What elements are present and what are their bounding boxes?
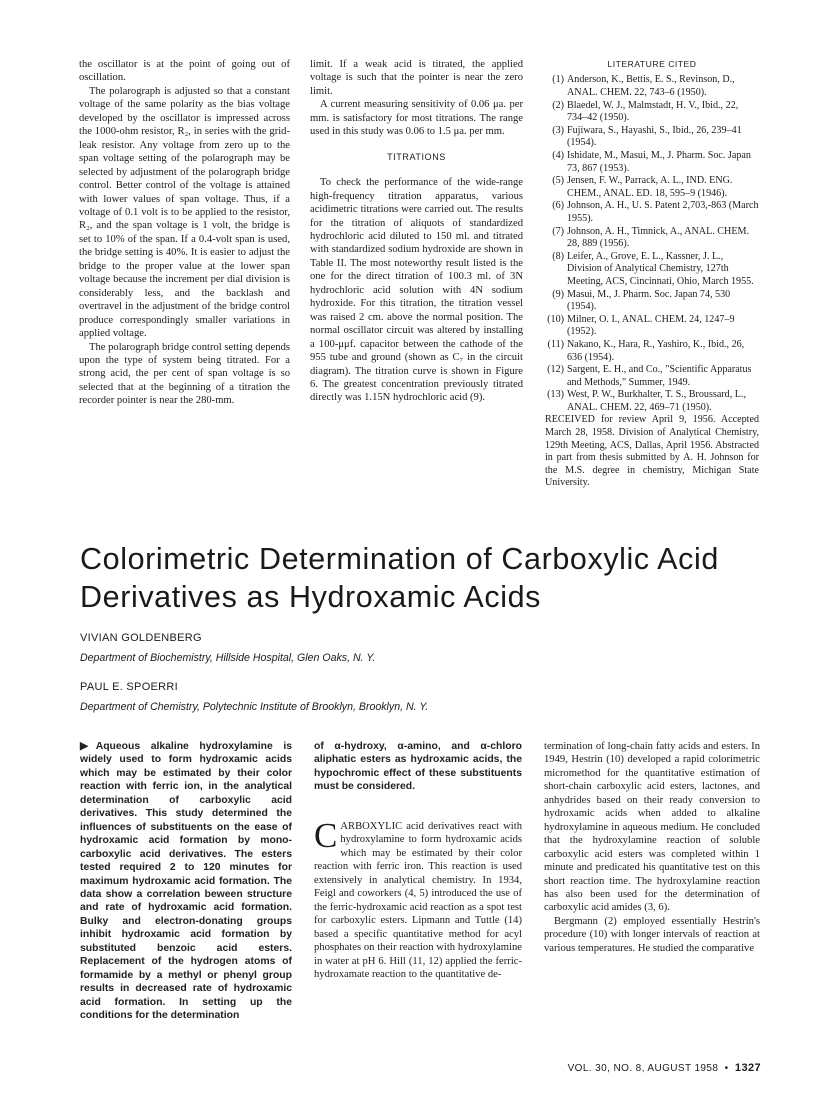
body-column-2 [314,816,522,981]
reference-number: (4) [552,150,564,162]
reference-number: (13) [547,389,564,401]
author-2: PAUL E. SPOERRI [80,681,179,693]
affiliation-1: Department of Biochemistry, Hillside Hospital, Glen Oaks, N. Y. [80,652,376,664]
article-title [80,540,780,616]
reference-text: Jensen, F. W., Parrack, A. L., IND. ENG. CHEM., ANAL. ED. 18, 595–9 (1946). [567,175,733,199]
drop-cap: C [314,816,338,855]
received-note: RECEIVED for review April 9, 1956. Accepted March 28, 1958. Division of Analytical Chemistry, 129th Meeting, ACS, Dallas, April 1956. Abstracted in part from thesis submitted by A. H. Johnson for the M.S. degree in chemistry, Michigan State University. [545,414,759,489]
lead-word: ARBOXYLIC [340,821,403,832]
reference-item [545,389,759,414]
top-column-1 [79,58,290,408]
paragraph: termination of long-chain fatty acids and esters. In 1949, Hestrin (10) developed a rapid colorimetric micromethod for the quantitative estimation of short-chain carboxylic acid esters, lactones, and anhydrides based on their ready conversion to hydroxamic acids when added to alkaline hydroxylamine in aqueous medium. He concluded that the hydroxylamine reaction of soluble carboxylic acid esters was completed within 1 minute and predicated his quantitative test on this short reaction time. The hydroxylamine reaction has also been used for the determination of carboxylic acid amides (3, 6). [544,741,760,914]
literature-heading: LITERATURE CITED [607,59,697,69]
reference-number: (12) [547,364,564,376]
paragraph: A current measuring sensitivity of 0.06 μa. per mm. is satisfactory for most titrations. The range used in this study was 0.06 to 1.5 μa. per mm. [310,99,523,138]
reference-text: Johnson, A. H., Timnick, A., ANAL. CHEM. 28, 889 (1956). [567,225,749,250]
reference-item [545,289,759,314]
paragraph: limit. If a weak acid is titrated, the applied voltage is such that the pointer is near the zero limit. [310,59,523,97]
reference-text: Milner, O. I., ANAL. CHEM. 24, 1247–9 (1952). [567,313,735,338]
reference-number: (6) [552,200,564,212]
author-1: VIVIAN GOLDENBERG [80,632,202,644]
reference-item [545,251,759,289]
literature-cited [545,58,759,490]
reference-number: (2) [552,99,564,111]
intro-paragraph [314,816,522,981]
reference-item [545,339,759,364]
paragraph: Bergmann (2) employed essentially Hestrin's procedure (10) with longer intervals of reaction at various temperatures. He studied the comparative [544,915,760,954]
paragraph: The polarograph is adjusted so that a constant voltage of the same polarity as the bias voltage developed by the oscillator is impressed across the 1000-ohm resistor, R₂, in series with the grid-leak resistor. Any voltage from zero up to the span voltage setting of the polarograph may be selected by adjustment of the polarograph bridge control. Better control of the voltage is attained with lower values of span voltage. Thus, if a voltage of 0.1 volt is to be applied to the resistor, R₂, and the span voltage is 1 volt, the bridge is set to 10% of the span. If a 0.4-volt span is used, the bridge setting is 40%. It is easier to adjust the bridge to the proper value at the lower span voltage because the increment per dial division is considerably less, and the backlash and overtravel in the adjustment of the bridge control produce correspondingly smaller variations in applied voltage. [79,85,290,340]
footer-bullet: • [724,1063,729,1074]
title-line-1: Colorimetric Determination of Carboxylic Acid [80,542,719,576]
reference-number: (3) [552,124,564,136]
top-column-2 [310,58,523,405]
section-heading-titrations: TITRATIONS [387,151,446,162]
reference-text: Nakano, K., Hara, R., Yashiro, K., Ibid., 26, 636 (1954). [567,338,745,363]
reference-item [545,100,759,125]
reference-text: Masui, M., J. Pharm. Soc. Japan 74, 530 (1954). [567,288,731,313]
abstract-marker-icon: ▶ [80,741,96,752]
abstract-text: of α-hydroxy, α-amino, and α-chloro aliphatic esters as hydroxamic acids, the hypochromic effect of these substituents must be considered. [314,741,522,793]
reference-item [545,175,759,200]
reference-item [545,314,759,339]
reference-number: (9) [552,288,564,300]
abstract-column-1 [80,740,292,1023]
body-column-3 [544,740,760,955]
reference-number: (5) [552,175,564,187]
reference-item [545,125,759,150]
reference-text: Anderson, K., Bettis, E. S., Revinson, D., ANAL. CHEM. 22, 743–6 (1950). [567,74,735,99]
reference-number: (10) [547,313,564,325]
reference-text: Sargent, E. H., and Co., "Scientific Apparatus and Methods," Summer, 1949. [567,364,752,388]
title-line-2: Derivatives as Hydroxamic Acids [80,580,541,614]
issue-info: VOL. 30, NO. 8, AUGUST 1958 [567,1063,719,1074]
paragraph: the oscillator is at the point of going out of oscillation. [79,59,290,84]
body-text: acid derivatives react with hydroxylamine to form hydroxamic acids which may be estimated by their color reaction with ferric iron. This reaction is used extensively in analytical chemistry. In 1934, Feigl and coworkers (4, 5) introduced the use of the ferric-hydroxamic acid reaction as a spot test for carboxylic esters. Lipmann and Tuttle (14) based a specific quantitative method for acyl phosphates on their reaction with hydroxylamine in water at pH 6. Hill (11, 12) applied the ferric-hydroxamate reaction to the quantitative de- [314,821,522,980]
paragraph: The polarograph bridge control setting depends upon the type of system being titrated. For a strong acid, the per cent of span voltage is so selected that at the beginning of a titration the recorder pointer is near the 280-mm. [79,341,290,407]
reference-item [545,200,759,225]
reference-text: Blaedel, W. J., Malmstadt, H. V., Ibid., 22, 734–42 (1950). [567,99,739,124]
abstract-text: Aqueous alkaline hydroxylamine is widely used to form hydroxamic acids which may be estimated by their color reaction with ferric ion, in the analytical determination of carboxylic acid derivatives. This study determined the influences of substituents on the ease of hydroxamic acid formation by mono-carboxylic acid derivatives. The esters tested required 2 to 120 minutes for maximum hydroxamic acid formation. The data show a correlation beween structure and rate of hydroxamic acid formation. Bulky and electron-donating groups inhibit hydroxamic acid formation by substituted benzoic acid esters. Replacement of the hydrogen atoms of formamide by a methyl or phenyl group results in decreased rate of hydroxamic acid formation. In setting up the conditions for the determination [80,741,292,1022]
reference-item [545,364,759,389]
reference-text: West, P. W., Burkhalter, T. S., Broussard, L., ANAL. CHEM. 22, 469–71 (1950). [567,389,746,413]
reference-text: Leifer, A., Grove, E. L., Kassner, J. L., Division of Analytical Chemistry, 127th Meeting, ACS, Cincinnati, Ohio, March 1955. [567,250,754,287]
reference-number: (8) [552,250,564,262]
abstract-column-2 [314,740,522,794]
page-footer [568,1062,761,1074]
reference-number: (1) [552,74,564,86]
reference-item [545,226,759,251]
reference-text: Fujiwara, S., Hayashi, S., Ibid., 26, 239–41 (1954). [567,124,742,149]
reference-item [545,150,759,175]
page-number: 1327 [734,1062,761,1074]
paragraph: To check the performance of the wide-range high-frequency titration apparatus, various acidimetric titrations were carried out. The results for the titration of aliquots of standardized hydrochloric acid diluted to 150 ml. and titrated with standardized sodium hydroxide are shown in Table II. The most noteworthy result listed is the one for the direct titration of 100.3 ml. of 3N hydrochloric acid solution with 4N sodium hydroxide. For this titration, the titration vessel was raised 2 cm. above the normal position. The normal oscillator circuit was altered by installing a 100-μμf. capacitor between the cathode of the 955 tube and ground (shown as C₇ in the circuit diagram). The titration curve is shown in Figure 6. The greatest concentration previously titrated directly was 1.15N hydrochloric acid (9). [310,177,523,404]
reference-item [545,74,759,99]
reference-text: Johnson, A. H., U. S. Patent 2,703,-863 (March 1955). [567,200,759,224]
reference-text: Ishidate, M., Masui, M., J. Pharm. Soc. Japan 73, 867 (1953). [567,150,751,174]
reference-number: (11) [547,338,564,350]
affiliation-2: Department of Chemistry, Polytechnic Institute of Brooklyn, Brooklyn, N. Y. [80,701,429,713]
reference-number: (7) [552,225,564,237]
